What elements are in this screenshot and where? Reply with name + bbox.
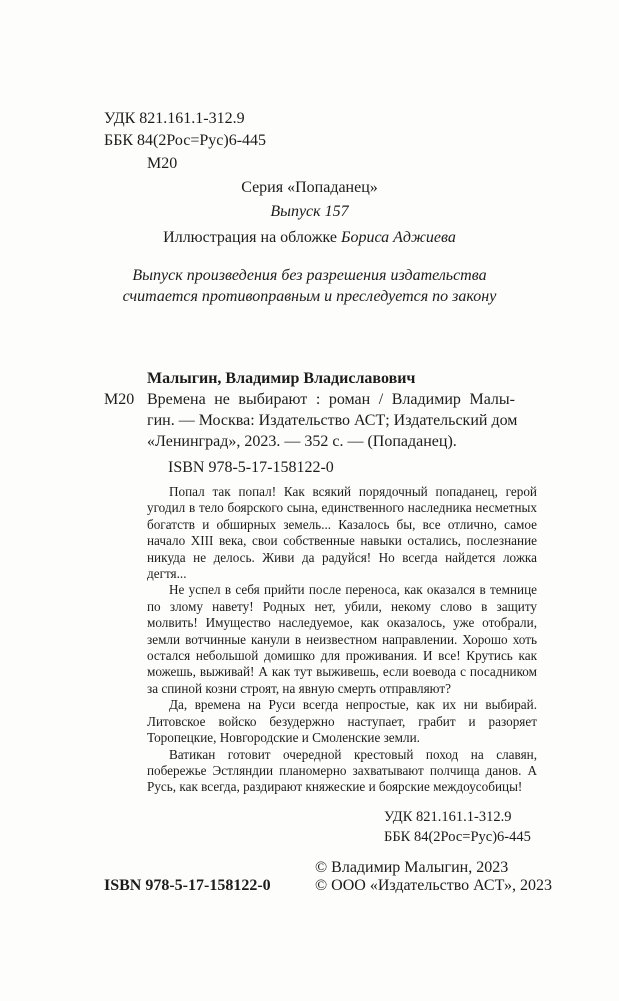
annotation-paragraph: Ватикан готовит очередной крестовый поход на славян, побережье Эстляндии планомерно захватывают полчища данов. А Русь, как всегда, раздирают княжеские и боярские междоусобицы!	[147, 746, 537, 795]
udk-code: УДК 821.161.1-312.9	[104, 110, 245, 127]
legal-notice-line-1: Выпуск произведения без разрешения издательства	[132, 267, 487, 284]
annotation	[147, 484, 537, 796]
series-issue: Выпуск 157	[270, 203, 349, 220]
illustration-prefix: Иллюстрация на обложке	[163, 229, 342, 246]
legal-notice-line-2: считается противоправным и преследуется по закону	[122, 288, 497, 305]
bbk-code: ББК 84(2Рос=Рус)6-445	[104, 132, 267, 149]
annotation-paragraph: Не успел в себя прийти после переноса, как оказался в темнице по злому навету! Родных нет, убили, некому слово в защиту молвить! Имущество наследуемое, как оказалось, уже отобрали, земли вотчинные канули в неизвестном направлении. Хорошо хоть остался небольшой домишко для проживания. И все! Крутись как можешь, выживай! А как тут выживешь, если воевода с посадником за спиной козни строят, на явную смерть отправляют?	[147, 582, 537, 696]
author-heading: Малыгин, Владимир Владиславович	[147, 370, 416, 387]
footer-isbn: ISBN 978-5-17-158122-0	[104, 877, 271, 894]
description-line: гин. — Москва: Издательство АСТ; Издательский дом	[147, 412, 518, 429]
author-mark: М20	[147, 155, 178, 172]
annotation-paragraph: Попал так попал! Как всякий порядочный попаданец, герой угодил в тело боярского сына, единственного наследника несметных богатств и обширных земель... Казалось бы, все отлично, самое начало XIII века, свои собственные навыки остались, послезнание никуда не делось. Живи да радуйся! Но всегда найдется ложка дегтя...	[147, 484, 537, 582]
annotation-paragraph: Да, времена на Руси всегда непростые, как их ни выбирай. Литовское войско безудержно наступает, грабит и разоряет Торопецкие, Новгородские и Смоленские земли.	[147, 697, 537, 746]
bibliographic-description	[147, 389, 518, 452]
copyright-author: © Владимир Малыгин, 2023	[315, 859, 509, 876]
footer-udk: УДК 821.161.1-312.9	[384, 809, 512, 825]
record-code: М20	[104, 391, 135, 408]
footer-bbk: ББК 84(2Рос=Рус)6-445	[384, 829, 531, 845]
record-isbn: ISBN 978-5-17-158122-0	[168, 459, 334, 476]
description-line: «Ленинград», 2023. — 352 с. — (Попаданец).	[147, 433, 457, 450]
series-line: Серия «Попаданец»	[241, 179, 378, 196]
cover-illustration-credit	[0, 227, 619, 249]
description-line: Времена не выбирают : роман / Владимир Малы-	[147, 391, 515, 408]
illustration-artist: Бориса Аджиева	[341, 229, 456, 246]
copyright-publisher: © ООО «Издательство АСТ», 2023	[315, 877, 552, 894]
